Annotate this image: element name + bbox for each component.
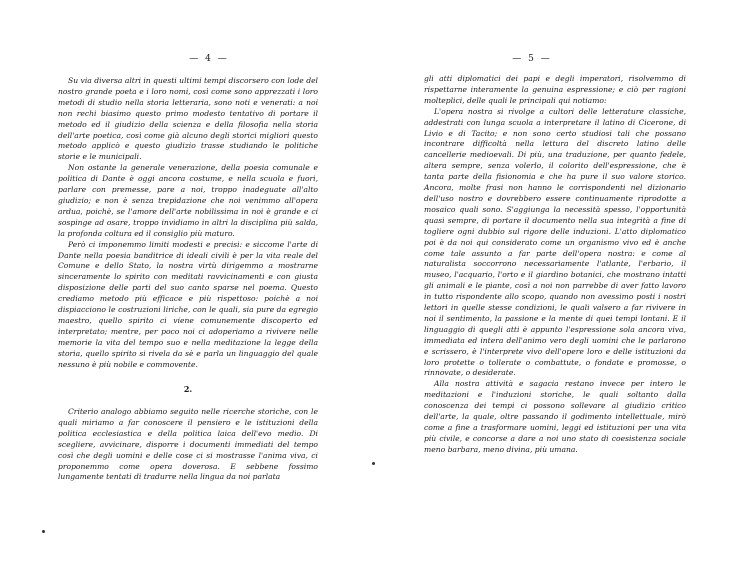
paragraph: Non ostante la generale venerazione, della poesia comunale e politica di Dante è oggi ancora costume, e nella scuola e fuori, parlare con premesse, pare a noi, troppo inadeguate all'alto giudizio; e non è senza trepidazione che noi venimmo all'opera ardua, poichè, se l'amore dell'arte nobilissima in noi è grande e ci sospinge ad osare, troppo invidiamo in altri la disciplina più salda, la profonda coltura ed il consiglio più maturo. (58, 163, 318, 238)
paragraph: Criterio analogo abbiamo seguito nelle ricerche storiche, con le quali miriamo a far conoscere il pensiero e le istituzioni della politica ecclesiastica e della politica laica dell'evo medio. Di scegliere, avvicinare, disporre i documenti immediati del tempo così che degli uomini e delle cose ci si mostrasse l'anima viva, ci proponemmo come opera doverosa. E sebbene fossimo lungamente tentati di tradurre nella lingua da noi parlata (58, 407, 318, 482)
paragraph: Su via diversa altri in questi ultimi tempi discorsero con lode del nostro grande poeta e i loro nomi, così come sono apprezzati i loro metodi di studio nella storia letteraria, sono noti e venerati: a noi non rechi biasimo questo primo modesto tentativo di portare il metodo ed il giudizio della scienza e della filosofia nella storia dell'arte poetica, così come già alcuno degli storici migliori questo metodo applicò e questo giudizio trasse studiando le politiche storie e le municipali. (58, 76, 318, 162)
print-speck (42, 530, 45, 533)
paragraph: Alla nostra attività e sagacia restano invece per intero le meditazioni e l'induzioni storiche, le quali soltanto dalla conoscenza dei tempi ci possono sollevare al giudizio critico dell'arte, la quale, oltre passando il godimento intellettuale, mirò come a fine a trasformare uomini, leggi ed istituzioni per una vita più civile, e concorse a dare a noi uno stato di coesistenza sociale meno barbara, meno divina, più umana. (424, 379, 686, 454)
paragraph: Però ci imponemmo limiti modesti e precisi: e siccome l'arte di Dante nella poesia banditrice di ideali civili è per la vita reale del Comune e dello Stato, la nostra virtù dirigemmo a mostrarne sinceramente lo spirito con meditati ravvicinamenti e con giusta disposizione delle parti del suo canto sparse nel poema. Questo crediamo metodo più efficace e più rispettoso: poichè a noi dispiacciono le costruzioni liriche, con le quali, sia pure da egregio maestro, quello spirito ci viene comunemente discoperto ed interpretato; mentre, per poco noi ci adoperiamo a rivivere nelle memorie la vita del tempo suo e nella meditazione la legge della storia, quello spirito si rivela da sè e parla un linguaggio del quale nessuno è più nobile e commovente. (58, 239, 318, 369)
continuation-text: gli atti diplomatici dei papi e degli imperatori, risolvemmo di rispettarne interamente la genuina espressione; e ciò per ragioni molteplici, delle quali le principali qui notiamo: (424, 74, 686, 105)
left-body-text-after (58, 407, 318, 483)
right-body-text (424, 74, 686, 456)
print-speck (372, 462, 375, 465)
section-marker: 2. (183, 384, 193, 394)
page-number-left: — 4 — (189, 54, 229, 64)
left-body-text (58, 76, 318, 370)
right-page (368, 0, 736, 562)
paragraph: L'opera nostra si rivolge a cultori delle letterature classiche, addestrati con lunga scuola a interpretare il latino di Cicerone, di Livio e di Tacito; e non sono certo studiosi tali che possano incontrare difficoltà nella lettura del discreto latino delle cancellerie medioevali. Di più, una traduzione, per quanto fedele, altera sempre, senza volerlo, il colorito dell'espressione, che è tanta parte della fisionomia e che ha pure il suo valore storico. Ancora, molte frasi non hanno le corrispondenti nel dizionario dell'uso nostro e dovrebbero essere continuamente riprodotte a mosaico quali sono. S'aggiunga la necessità spesso, l'opportunità quasi sempre, di portare il documento nella sua integrità a fine di togliere ogni dubbio sul rigore delle induzioni. L'atto diplomatico poi è da noi qui considerato come un organismo vivo ed è anche come tale assunto a far parte dell'opera nostra: e come al naturalista soccorrono necessariamente l'atlante, l'erbario, il museo, l'acquario, l'orto e il giardino botanici, che mostrano intatti gli animali e le piante, così a noi non parrebbe di aver fatto lavoro in tutto rispondente allo scopo, quando non avessimo posti i nostri lettori in quelle stesse condizioni, le quali valsero a far rivivere in noi il sentimento, la passione e la mente di quei tempi lontani. E il linguaggio di quegli atti è appunto l'espressione sola ancora viva, immediata ed intera dell'animo vero degli uomini che le parlarono e scrissero, è l'interprete vivo dell'opere loro e delle istituzioni da loro protette o tollerate o combattute, o fondate e promosse, o rinnovate, o desiderate. (424, 106, 686, 378)
page-number-right: — 5 — (512, 54, 552, 64)
